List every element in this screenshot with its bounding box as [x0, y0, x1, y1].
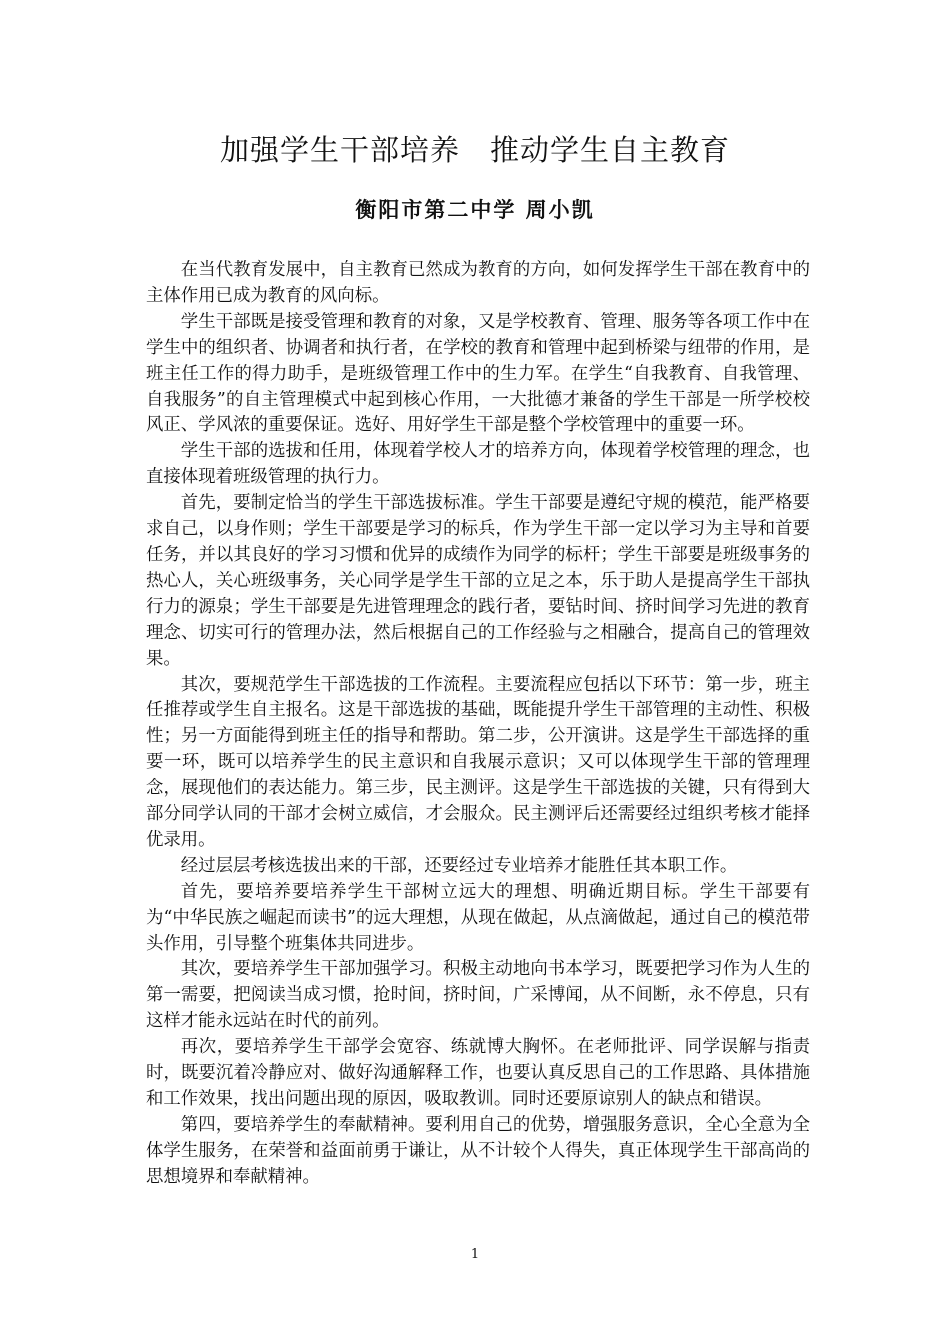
page-number: 1: [470, 1247, 480, 1262]
paragraph: 再次，要培养学生干部学会宽容、练就博大胸怀。在老师批评、同学误解与指责时，既要沉着冷静应对、做好沟通解释工作，也要认真反思自己的工作思路、具体措施和工作效果，找出问题出现的原因，吸取教训。同时还要原谅别人的缺点和错误。: [146, 1037, 810, 1109]
paragraph: 学生干部的选拔和任用，体现着学校人才的培养方向，体现着学校管理的理念，也直接体现着班级管理的执行力。: [146, 441, 810, 488]
document-title: 加强学生干部培养 推动学生自主教育: [219, 133, 730, 167]
paragraph: 学生干部既是接受管理和教育的对象，又是学校教育、管理、服务等各项工作中在学生中的组织者、协调者和执行者，在学校的教育和管理中起到桥梁与纽带的作用，是班主任工作的得力助手，是班级管理工作中的生力军。在学生“自我教育、自我管理、自我服务”的自主管理模式中起到核心作用，一大批德才兼备的学生干部是一所学校校风正、学风浓的重要保证。选好、用好学生干部是整个学校管理中的重要一环。: [146, 311, 810, 436]
paragraph: 其次，要培养学生干部加强学习。积极主动地向书本学习，既要把学习作为人生的第一需要，把阅读当成习惯，抢时间，挤时间，广采博闻，从不间断，永不停息，只有这样才能永远站在时代的前列。: [146, 959, 810, 1032]
paragraph: 经过层层考核选拔出来的干部，还要经过专业培养才能胜任其本职工作。: [180, 855, 738, 876]
paragraph: 其次，要规范学生干部选拔的工作流程。主要流程应包括以下环节：第一步，班主任推荐或学生自主报名。这是干部选拔的基础，既能提升学生干部管理的主动性、积极性；另一方面能得到班主任的指导和帮助。第二步，公开演讲。这是学生干部选择的重要一环，既可以培养学生的民主意识和自我展示意识；又可以体现学生干部的管理理念，展现他们的表达能力。第三步，民主测评。这是学生干部选拔的关键，只有得到大部分同学认同的干部才会树立威信，才会服众。民主测评后还需要经过组织考核才能择优录用。: [146, 674, 810, 850]
paragraph: 首先，要制定恰当的学生干部选拔标准。学生干部要是遵纪守规的模范，能严格要求自己，以身作则；学生干部要是学习的标兵，作为学生干部一定以学习为主导和首要任务，并以其良好的学习习惯和优异的成绩作为同学的标杆；学生干部要是班级事务的热心人，关心班级事务，关心同学是学生干部的立足之本，乐于助人是提高学生干部执行力的源泉；学生干部要是先进管理理念的践行者，要钻时间、挤时间学习先进的教育理念、切实可行的管理办法，然后根据自己的工作经验与之相融合，提高自己的管理效果。: [146, 493, 810, 669]
paragraph: 首先，要培养要培养学生干部树立远大的理想、明确近期目标。学生干部要有为“中华民族之崛起而读书”的远大理想，从现在做起，从点滴做起，通过自己的模范带头作用，引导整个班集体共同进步。: [146, 881, 810, 954]
paragraph: 在当代教育发展中，自主教育已然成为教育的方向，如何发挥学生干部在教育中的主体作用已成为教育的风向标。: [146, 260, 810, 306]
document-body: [146, 258, 810, 1191]
paragraph: 第四，要培养学生的奉献精神。要利用自己的优势，增强服务意识，全心全意为全体学生服务，在荣誉和益面前勇于谦让，从不计较个人得失，真正体现学生干部高尚的思想境界和奉献精神。: [146, 1114, 810, 1187]
author-byline: 衡阳市第二中学 周小凯: [355, 197, 595, 222]
